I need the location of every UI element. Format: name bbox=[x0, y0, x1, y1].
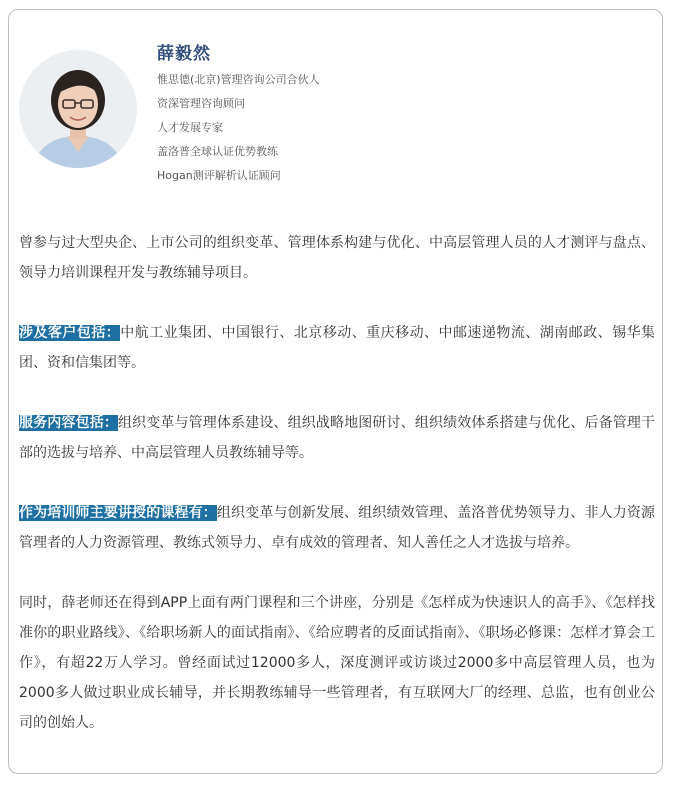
clients-label: 涉及客户包括： bbox=[19, 325, 121, 341]
courses-text: 组织变革与创新发展、组织绩效管理、盖洛普优势领导力、非人力资源管理者的人力资源管理、教练式领导力、卓有成效的管理者、知人善任之人才选拔与培养。 bbox=[19, 505, 656, 551]
services-text: 组织变革与管理体系建设、组织战略地图研讨、组织绩效体系搭建与优化、后备管理干部的选拔与培养、中高层管理人员教练辅导等。 bbox=[19, 415, 656, 461]
closing-text: 同时，薛老师还在得到APP上面有两门课程和三个讲座，分别是《怎样成为快速识人的高手》、《怎样找准你的职业路线》、《给职场新人的面试指南》、《给应聘者的反面试指南》、《职场必修课：怎样才算会工作》，有超22万人学习。曾经面试过12000多人，深度测评或访谈过2000多中高层管理人员，也为2000多人做过职业成长辅导，并长期教练辅导一些管理者，有互联网大厂的经理、总监，也有创业公司的创始人。 bbox=[19, 595, 655, 731]
title-item: 盖洛普全球认证优势教练 bbox=[157, 145, 278, 158]
avatar bbox=[19, 50, 137, 168]
title-item: Hogan测评解析认证顾问 bbox=[157, 169, 281, 182]
person-name: 薛毅然 bbox=[157, 44, 211, 64]
intro-paragraph bbox=[19, 228, 655, 288]
courses-paragraph bbox=[19, 498, 655, 558]
profile-card bbox=[8, 9, 663, 774]
clients-paragraph bbox=[19, 318, 655, 378]
title-item: 惟思德(北京)管理咨询公司合伙人 bbox=[157, 73, 320, 86]
services-paragraph bbox=[19, 408, 655, 468]
intro-text: 曾参与过大型央企、上市公司的组织变革、管理体系构建与优化、中高层管理人员的人才测评与盘点、领导力培训课程开发与教练辅导项目。 bbox=[19, 235, 655, 281]
title-item: 资深管理咨询顾问 bbox=[157, 97, 245, 110]
title-list bbox=[157, 68, 320, 188]
courses-label: 作为培训师主要讲授的课程有： bbox=[19, 505, 217, 521]
title-item: 人才发展专家 bbox=[157, 121, 223, 134]
portrait-photo bbox=[19, 50, 137, 168]
bio-body bbox=[19, 228, 655, 738]
services-label: 服务内容包括： bbox=[19, 415, 118, 431]
clients-text: 中航工业集团、中国银行、北京移动、重庆移动、中邮速递物流、湖南邮政、锡华集团、资和信集团等。 bbox=[19, 325, 656, 371]
closing-paragraph bbox=[19, 588, 655, 738]
